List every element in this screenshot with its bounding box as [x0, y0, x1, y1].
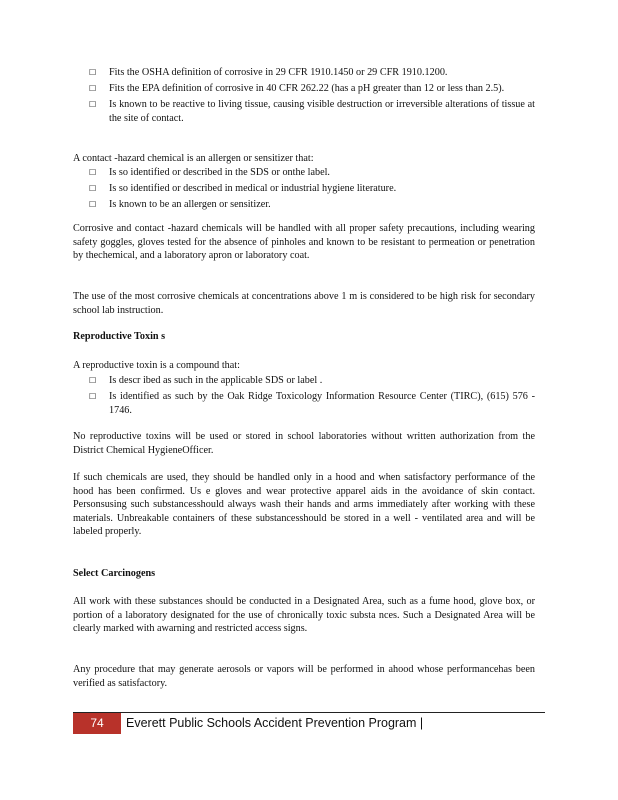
- bullet-box-icon: ☐: [89, 100, 97, 109]
- concentration-paragraph: The use of the most corrosive chemicals at concentrations above 1 m is considered to be high risk for secondary school lab instruction.: [73, 291, 535, 316]
- list-item: ☐ Is known to be an allergen or sensitizer.: [89, 199, 271, 210]
- bullet-box-icon: ☐: [89, 376, 97, 385]
- list-item: ☐ Fits the OSHA definition of corrosive in 29 CFR 1910.1450 or 29 CFR 1910.1200.: [89, 67, 448, 78]
- reproductive-criteria-list: [89, 374, 535, 420]
- designated-area-paragraph: All work with these substances should be conducted in a Designated Area, such as a fume hood, glove box, or portion of a laboratory designated for the use of chronically toxic substa nces. Such a Designated Area will be clearly marked with awarning and restricted access signs.: [73, 596, 535, 634]
- contact-hazard-intro: A contact -hazard chemical is an allergen or sensitizer that:: [73, 153, 314, 164]
- list-item: ☐ Fits the EPA definition of corrosive in 40 CFR 262.22 (has a pH greater than 12 or less than 2.5).: [89, 83, 505, 94]
- list-item: ☐ Is identified as such by the Oak Ridge Toxicology Information Resource Center (TIRC), (615) 576 - 1746.: [89, 391, 535, 416]
- bullet-box-icon: ☐: [89, 184, 97, 193]
- handling-in-hood-paragraph: If such chemicals are used, they should be handled only in a hood and when satisfactory performance of the hood has been confirmed. Us e gloves and wear protective apparel aids in the avoidance of skin contact. Personsusing such substancesshould always wash their hands and arms immediately after working with these materials. Unbreakable containers of these substancesshould be stored in a well - ventilated area and will be labeled properly.: [73, 472, 535, 537]
- list-item: ☐ Is known to be reactive to living tissue, causing visible destruction or irreversible alterations of tissue at the site of contact.: [89, 99, 535, 124]
- aerosol-procedure-paragraph: Any procedure that may generate aerosols or vapors will be performed in ahood whose performancehas been verified as satisfactory.: [73, 664, 535, 689]
- reproductive-intro: A reproductive toxin is a compound that:: [73, 360, 240, 371]
- bullet-box-icon: ☐: [89, 84, 97, 93]
- bullet-box-icon: ☐: [89, 168, 97, 177]
- footer-title: Everett Public Schools Accident Prevention Program |: [126, 716, 424, 730]
- list-item: ☐ Is so identified or described in medical or industrial hygiene literature.: [89, 183, 397, 194]
- section-heading-reproductive: Reproductive Toxin s: [73, 331, 166, 342]
- list-item: ☐ Is so identified or described in the SDS or onthe label.: [89, 167, 330, 178]
- page-number: 74: [73, 713, 121, 734]
- no-reproductive-paragraph: No reproductive toxins will be used or stored in school laboratories without written authorization from the District Chemical HygieneOfficer.: [73, 431, 535, 456]
- contact-hazard-list: [89, 166, 535, 214]
- section-heading-carcinogens: Select Carcinogens: [73, 568, 156, 579]
- bullet-box-icon: ☐: [89, 200, 97, 209]
- handling-paragraph: Corrosive and contact -hazard chemicals will be handled with all proper safety precautions, including wearing safety goggles, gloves tested for the absence of pinholes and known to be resistant to permeation or penetration by thechemical, and a laboratory apron or laboratory coat.: [73, 223, 535, 261]
- list-item: ☐ Is descr ibed as such in the applicable SDS or label .: [89, 375, 323, 386]
- bullet-box-icon: ☐: [89, 68, 97, 77]
- corrosive-criteria-list: [89, 66, 535, 128]
- bullet-box-icon: ☐: [89, 392, 97, 401]
